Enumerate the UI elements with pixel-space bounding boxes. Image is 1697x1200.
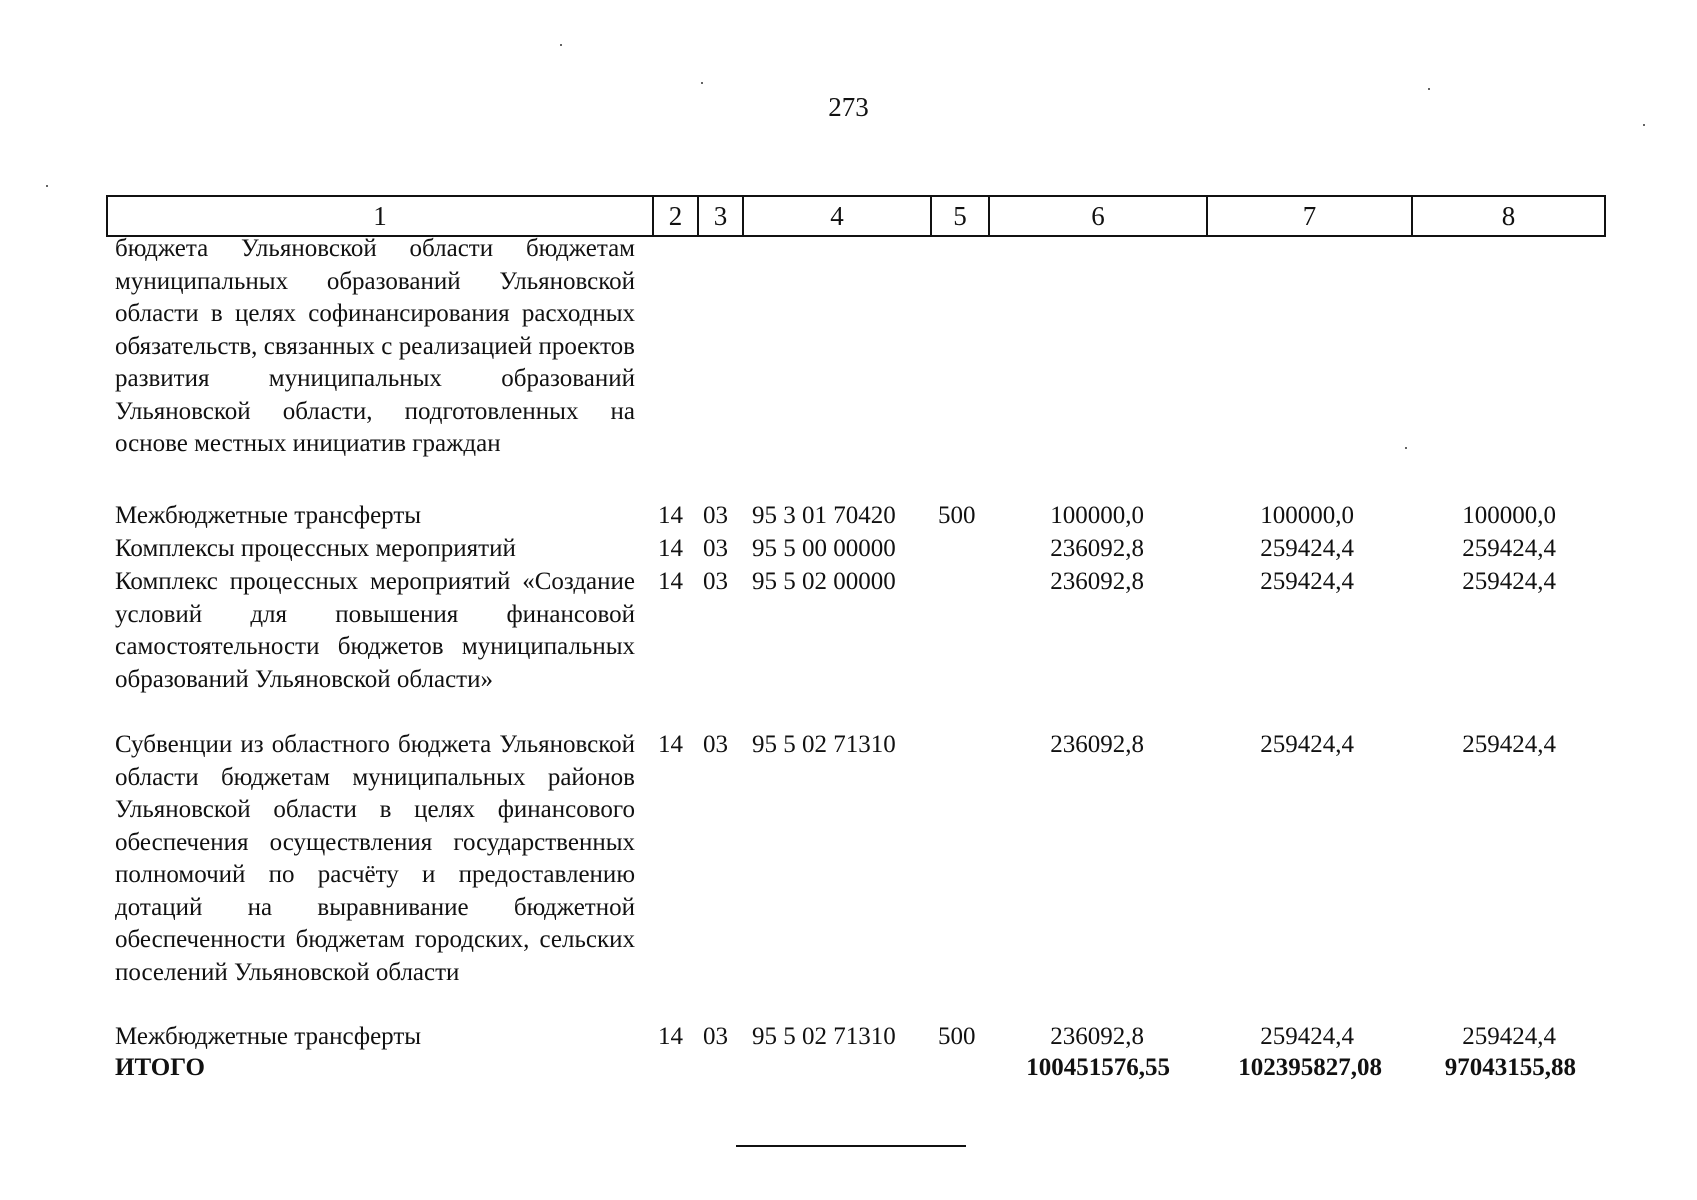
table-header — [106, 195, 1606, 237]
amount-col-6: 236092,8 — [1050, 568, 1144, 595]
code-target: 95 3 01 70420 — [752, 502, 896, 529]
code-target: 95 5 02 71310 — [752, 731, 896, 758]
code-subsection: 03 — [703, 502, 728, 529]
amount-col-8: 259424,4 — [1462, 535, 1556, 562]
amount-col-7: 259424,4 — [1260, 731, 1354, 758]
amount-col-8: 259424,4 — [1462, 568, 1556, 595]
code-subsection: 03 — [703, 568, 728, 595]
total-col-7: 102395827,08 — [1238, 1054, 1382, 1081]
amount-col-6: 236092,8 — [1050, 1023, 1144, 1050]
code-target: 95 5 02 71310 — [752, 1023, 896, 1050]
code-section: 14 — [658, 535, 683, 562]
code-section: 14 — [658, 568, 683, 595]
header-col-1: 1 — [106, 197, 652, 235]
code-subsection: 03 — [703, 731, 728, 758]
amount-col-7: 259424,4 — [1260, 535, 1354, 562]
code-section: 14 — [658, 502, 683, 529]
scan-speck — [46, 185, 48, 187]
total-col-6: 100451576,55 — [1026, 1054, 1170, 1081]
scan-speck — [1405, 447, 1407, 449]
row-description: бюджета Ульяновской области бюджетам муниципальных образований Ульяновской области в целях софинансирования расходных обязательств, связанных с реализацией проектов развития муниципальных образований Ульяновской области, подготовленных на основе местных инициатив граждан — [115, 235, 635, 457]
page-number: 273 — [828, 92, 869, 122]
row-description: Комплекс процессных мероприятий «Создание условий для повышения финансовой самостоятельности бюджетов муниципальных образований Ульяновской области» — [115, 568, 635, 693]
amount-col-7: 259424,4 — [1260, 568, 1354, 595]
row-description: Межбюджетные трансферты — [115, 1023, 422, 1050]
header-col-7: 7 — [1206, 197, 1411, 235]
scan-speck — [1643, 124, 1645, 126]
row-description: Комплексы процессных мероприятий — [115, 535, 516, 562]
amount-col-8: 259424,4 — [1462, 731, 1556, 758]
code-expense-type: 500 — [938, 502, 976, 529]
amount-col-6: 100000,0 — [1050, 502, 1144, 529]
code-target: 95 5 00 00000 — [752, 535, 896, 562]
header-col-3: 3 — [697, 197, 742, 235]
code-subsection: 03 — [703, 535, 728, 562]
code-expense-type: 500 — [938, 1023, 976, 1050]
amount-col-6: 236092,8 — [1050, 535, 1144, 562]
code-target: 95 5 02 00000 — [752, 568, 896, 595]
total-col-8: 97043155,88 — [1444, 1054, 1576, 1081]
code-subsection: 03 — [703, 1023, 728, 1050]
header-col-6: 6 — [988, 197, 1206, 235]
code-section: 14 — [658, 731, 683, 758]
header-col-4: 4 — [742, 197, 930, 235]
scan-speck — [701, 82, 703, 84]
end-of-document-rule — [736, 1145, 966, 1147]
row-description: Межбюджетные трансферты — [115, 502, 422, 529]
scan-speck — [1428, 88, 1430, 90]
amount-col-7: 259424,4 — [1260, 1023, 1354, 1050]
amount-col-6: 236092,8 — [1050, 731, 1144, 758]
header-col-5: 5 — [930, 197, 988, 235]
code-section: 14 — [658, 1023, 683, 1050]
amount-col-7: 100000,0 — [1260, 502, 1354, 529]
header-col-2: 2 — [652, 197, 697, 235]
total-label: ИТОГО — [115, 1054, 205, 1081]
header-col-8: 8 — [1411, 197, 1606, 235]
row-description: Субвенции из областного бюджета Ульяновской области бюджетам муниципальных районов Ульяновской области в целях финансового обеспечения осуществления государственных полномочий по расчёту и предоставлению дотаций на выравнивание бюджетной обеспеченности бюджетам городских, сельских поселений Ульяновской области — [115, 731, 635, 986]
amount-col-8: 259424,4 — [1462, 1023, 1556, 1050]
scan-speck — [560, 44, 562, 46]
amount-col-8: 100000,0 — [1462, 502, 1556, 529]
